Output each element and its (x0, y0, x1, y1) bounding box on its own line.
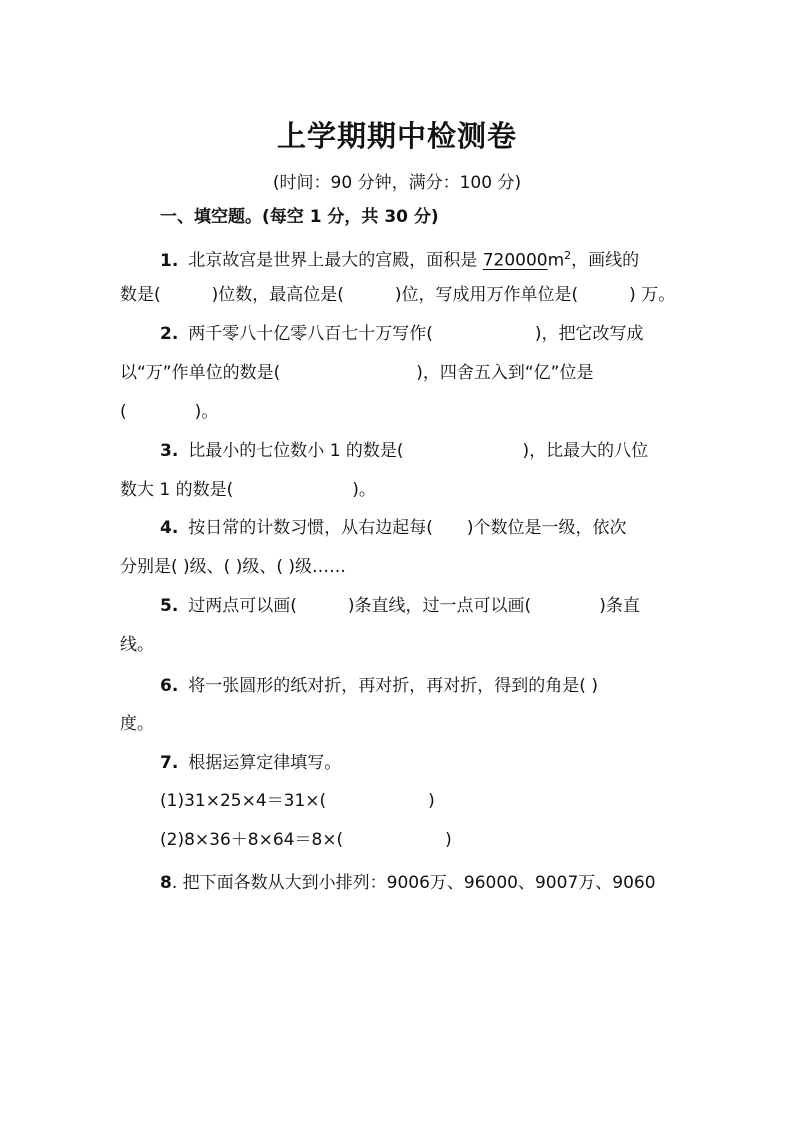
question-8-line-1 (160, 872, 656, 894)
question-text: . 把下面各数从大到小排列：9006万、96000、9007万、9060 (171, 873, 656, 893)
question-text: 过两点可以画( )条直线，过一点可以画( )条直 (188, 596, 640, 616)
question-text: 比最小的七位数小 1 的数是( )，比最大的八位 (188, 441, 649, 461)
question-2-line-2: 以“万”作单位的数是( )，四舍五入到“亿”位是 (120, 363, 594, 383)
question-6-line-1 (160, 675, 598, 697)
question-5-line-2: 线。 (120, 635, 154, 655)
question-number: 3. (160, 441, 179, 461)
question-7-line-1 (160, 752, 341, 774)
question-number: 6. (160, 676, 179, 696)
question-text: 按日常的计数习惯，从右边起每( )个数位是一级，依次 (188, 518, 627, 538)
question-4-line-2: 分别是( )级、( )级、( )级…… (120, 557, 347, 577)
question-7-formula-1: (1)31×25×4＝31×( ) (160, 791, 435, 811)
question-text: ，画线的 (571, 250, 640, 271)
question-3-line-2: 数大 1 的数是( )。 (120, 480, 376, 500)
question-1-line-1 (160, 245, 639, 272)
question-2-line-1 (160, 323, 644, 345)
question-number: 7. (160, 753, 179, 773)
question-text: 将一张圆形的纸对折，再对折，再对折，得到的角是( ) (188, 676, 598, 696)
page-title: 上学期期中检测卷 (276, 119, 517, 153)
question-number: 4. (160, 518, 179, 538)
question-number: 5. (160, 596, 179, 616)
question-text: 根据运算定律填写。 (188, 753, 342, 773)
question-text: 北京故宫是世界上最大的宫殿，面积是 (188, 250, 483, 271)
unit-superscript: 2 (564, 249, 572, 262)
question-6-line-2: 度。 (120, 714, 154, 734)
question-4-line-1 (160, 517, 627, 539)
section-heading: 一、填空题。(每空 1 分，共 30 分) (160, 207, 439, 227)
question-number: 1. (160, 250, 179, 271)
question-7-formula-2: (2)8×36＋8×64＝8×( ) (160, 830, 452, 850)
question-2-line-3: ( )。 (120, 402, 219, 422)
question-5-line-1 (160, 595, 640, 617)
unit-text: m (547, 250, 565, 271)
underlined-number: 720000 (482, 250, 548, 271)
question-3-line-1 (160, 440, 648, 462)
question-number: 2. (160, 324, 179, 344)
question-1-line-2: 数是( )位数，最高位是( )位，写成用万作单位是( ) 万。 (120, 285, 676, 305)
question-text: 两千零八十亿零八百七十万写作( )，把它改写成 (188, 324, 644, 344)
question-number: 8 (160, 873, 172, 893)
exam-info: (时间：90 分钟，满分：100 分) (272, 173, 522, 193)
